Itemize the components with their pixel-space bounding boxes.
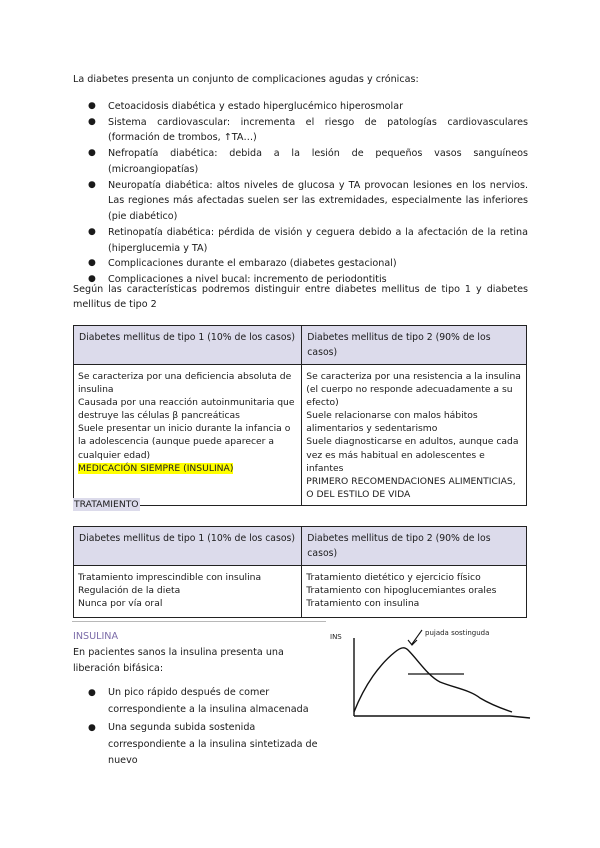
section-divider <box>72 621 326 622</box>
bullet-icon: ● <box>88 179 96 190</box>
list-item <box>82 146 528 177</box>
list-item-text: Sistema cardiovascular: incrementa el riesgo de patologías cardiovasculares (formación de trombos, ↑TA…) <box>108 116 528 144</box>
intro-text: La diabetes presenta un conjunto de complicaciones agudas y crónicas: <box>73 74 419 85</box>
tratamiento-label: TRATAMIENTO <box>74 499 139 510</box>
cell-line: Se caracteriza por una deficiencia absoluta de insulina <box>78 371 292 396</box>
list-item-text: Complicaciones durante el embarazo (diabetes gestacional) <box>108 258 397 270</box>
table-header-row <box>74 326 527 365</box>
graph-curve <box>354 648 512 712</box>
list-item-text: Un pico rápido después de comer correspondiente a la insulina almacenada <box>108 687 309 715</box>
insulina-paragraph: En pacientes sanos la insulina presenta una liberación bifásica: <box>73 647 284 674</box>
cell-line: Regulación de la dieta <box>78 585 181 597</box>
list-item <box>82 225 528 256</box>
list-item-text: Complicaciones a nivel bucal: incremento de periodontitis <box>108 274 387 286</box>
bullet-icon: ● <box>88 101 96 111</box>
list-item <box>82 685 318 718</box>
bullet-icon: ● <box>88 723 96 733</box>
cell-line: Suele relacionarse con malos hábitos alimentarios y sedentarismo <box>306 410 478 435</box>
cell-line: PRIMERO RECOMENDACIONES ALIMENTICIAS, O DEL ESTILO DE VIDA <box>306 475 516 500</box>
table-cell-type1 <box>74 365 302 506</box>
cell-line: Se caracteriza por una resistencia a la insulina (el cuerpo no responde adecuadamente a su efecto) <box>306 371 521 409</box>
complications-list <box>82 99 528 288</box>
list-item-text: Una segunda subida sostenida correspondiente a la insulina sintetizada de nuevo <box>108 722 318 766</box>
graph-y-label: INS <box>330 633 342 641</box>
comparison-table <box>73 325 527 506</box>
treatment-table <box>73 526 527 618</box>
bullet-icon: ● <box>88 258 96 269</box>
list-item-text: Nefropatía diabética: debida a la lesión de pequeños vasos sanguíneos (microangiopatías) <box>108 148 528 175</box>
list-item <box>82 720 318 770</box>
bullet-icon: ● <box>88 226 96 237</box>
bullet-icon: ● <box>88 148 96 159</box>
cell-line: Tratamiento dietético y ejercicio físico <box>306 572 481 583</box>
list-item <box>82 99 528 115</box>
table-row <box>74 365 527 506</box>
table-header-type2: Diabetes mellitus de tipo 2 (90% de los casos) <box>302 527 527 566</box>
table-cell-type2 <box>302 566 527 618</box>
cell-line: Causada por una reacción autoinmunitaria que destruye las células β pancreáticas <box>78 397 295 422</box>
highlighted-text: MEDICACIÓN SIEMPRE (INSULINA) <box>78 462 234 474</box>
table-header-row <box>74 527 527 566</box>
graph-arrow-icon <box>408 630 422 645</box>
graph-annotation: pujada sostinguda <box>425 629 490 637</box>
list-item <box>82 178 528 225</box>
table-header-type1: Diabetes mellitus de tipo 1 (10% de los casos) <box>74 326 302 365</box>
list-item-text: Retinopatía diabética: pérdida de visión y ceguera debido a la afectación de la retina (hiperglucemia y TA) <box>108 226 528 254</box>
list-item <box>82 115 528 146</box>
list-item <box>82 256 528 272</box>
bullet-icon: ● <box>88 688 96 698</box>
cell-line: Suele presentar un inicio durante la infancia o la adolescencia (aunque puede aparecer a cualquier edad) <box>78 423 291 461</box>
cell-line: Nunca por vía oral <box>78 598 163 610</box>
table-row <box>74 566 527 618</box>
table-header-type2: Diabetes mellitus de tipo 2 (90% de los casos) <box>302 326 527 365</box>
cell-line: Tratamiento con insulina <box>306 598 420 610</box>
cell-line: Tratamiento imprescindible con insulina <box>78 572 262 583</box>
table-cell-type2 <box>302 365 527 506</box>
graph-x-axis <box>354 716 530 718</box>
table-header-type1: Diabetes mellitus de tipo 1 (10% de los casos) <box>74 527 302 566</box>
insulina-list <box>82 685 318 772</box>
tratamiento-heading <box>73 498 140 512</box>
cell-line-highlight <box>78 462 297 475</box>
bullet-icon: ● <box>88 274 96 285</box>
insulin-release-sketch <box>330 624 540 724</box>
bullet-icon: ● <box>88 116 96 127</box>
cell-line: Suele diagnosticarse en adultos, aunque cada vez es más habitual en adolescentes e infantes <box>306 436 519 474</box>
list-item-text: Neuropatía diabética: altos niveles de glucosa y TA provocan lesiones en los nervios. Las regiones más afectadas suelen ser las extremidades, especialmente las inferiores (pie diabético) <box>108 179 528 223</box>
cell-line: Tratamiento con hipoglucemiantes orales <box>306 585 497 597</box>
table-cell-type1 <box>74 566 302 618</box>
insulina-title: INSULINA <box>73 631 119 642</box>
distinguish-paragraph: Según las características podremos distinguir entre diabetes mellitus de tipo 1 y diabetes mellitus de tipo 2 <box>73 284 528 310</box>
list-item-text: Cetoacidosis diabética y estado hiperglucémico hiperosmolar <box>108 101 404 112</box>
